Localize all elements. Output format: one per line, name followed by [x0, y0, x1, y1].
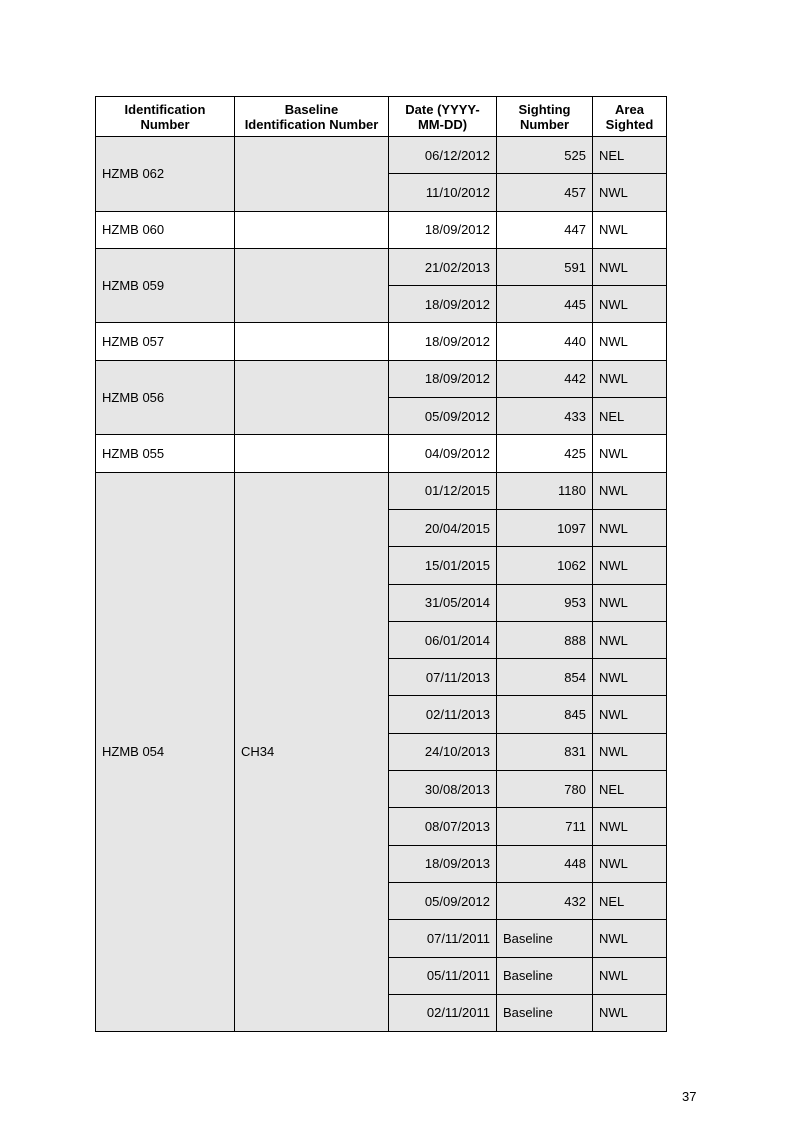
sighting-number-cell: 442: [497, 360, 593, 397]
date-cell: 07/11/2013: [389, 659, 497, 696]
identification-number-cell: HZMB 056: [96, 360, 235, 435]
area-sighted-cell: NWL: [593, 696, 667, 733]
date-cell: 07/11/2011: [389, 920, 497, 957]
date-cell: 06/12/2012: [389, 137, 497, 174]
date-cell: 18/09/2012: [389, 360, 497, 397]
table-row: [96, 248, 667, 285]
area-sighted-cell: NWL: [593, 547, 667, 584]
area-sighted-cell: NWL: [593, 174, 667, 211]
date-cell: 18/09/2012: [389, 286, 497, 323]
sighting-number-cell: 845: [497, 696, 593, 733]
baseline-id-cell: [235, 211, 389, 248]
baseline-id-cell: [235, 248, 389, 323]
sighting-number-cell: 440: [497, 323, 593, 360]
area-sighted-cell: NWL: [593, 659, 667, 696]
baseline-id-cell: CH34: [235, 472, 389, 1031]
area-sighted-cell: NWL: [593, 435, 667, 472]
area-sighted-cell: NEL: [593, 882, 667, 919]
area-sighted-cell: NEL: [593, 137, 667, 174]
area-sighted-cell: NWL: [593, 733, 667, 770]
date-cell: 06/01/2014: [389, 621, 497, 658]
sighting-number-cell: 433: [497, 398, 593, 435]
date-cell: 21/02/2013: [389, 248, 497, 285]
sighting-number-cell: 1180: [497, 472, 593, 509]
sighting-number-cell: 1062: [497, 547, 593, 584]
header-identification-number: Identification Number: [96, 97, 235, 137]
table-row: [96, 211, 667, 248]
table-row: [96, 360, 667, 397]
identification-number-cell: HZMB 054: [96, 472, 235, 1031]
date-cell: 11/10/2012: [389, 174, 497, 211]
area-sighted-cell: NWL: [593, 994, 667, 1031]
date-cell: 05/09/2012: [389, 882, 497, 919]
date-cell: 18/09/2012: [389, 211, 497, 248]
sighting-number-cell: 953: [497, 584, 593, 621]
area-sighted-cell: NWL: [593, 584, 667, 621]
area-sighted-cell: NWL: [593, 472, 667, 509]
area-sighted-cell: NWL: [593, 621, 667, 658]
sighting-number-cell: 445: [497, 286, 593, 323]
sighting-number-cell: 447: [497, 211, 593, 248]
area-sighted-cell: NWL: [593, 920, 667, 957]
sightings-table: [95, 96, 667, 1032]
identification-number-cell: HZMB 062: [96, 137, 235, 212]
area-sighted-cell: NWL: [593, 957, 667, 994]
sighting-number-cell: 457: [497, 174, 593, 211]
header-sighting-number: Sighting Number: [497, 97, 593, 137]
area-sighted-cell: NWL: [593, 323, 667, 360]
area-sighted-cell: NWL: [593, 509, 667, 546]
sighting-number-cell: 425: [497, 435, 593, 472]
table-row: [96, 323, 667, 360]
baseline-id-cell: [235, 323, 389, 360]
sighting-number-cell: 780: [497, 771, 593, 808]
date-cell: 30/08/2013: [389, 771, 497, 808]
page-number: 37: [682, 1089, 697, 1104]
date-cell: 15/01/2015: [389, 547, 497, 584]
identification-number-cell: HZMB 059: [96, 248, 235, 323]
header-date: Date (YYYY- MM-DD): [389, 97, 497, 137]
sighting-number-cell: Baseline: [497, 920, 593, 957]
baseline-id-cell: [235, 435, 389, 472]
area-sighted-cell: NWL: [593, 808, 667, 845]
area-sighted-cell: NWL: [593, 845, 667, 882]
baseline-id-cell: [235, 137, 389, 212]
area-sighted-cell: NEL: [593, 398, 667, 435]
area-sighted-cell: NWL: [593, 248, 667, 285]
sighting-number-cell: 1097: [497, 509, 593, 546]
date-cell: 18/09/2013: [389, 845, 497, 882]
sighting-number-cell: 831: [497, 733, 593, 770]
baseline-id-cell: [235, 360, 389, 435]
sighting-number-cell: 854: [497, 659, 593, 696]
area-sighted-cell: NWL: [593, 211, 667, 248]
identification-number-cell: HZMB 057: [96, 323, 235, 360]
identification-number-cell: HZMB 060: [96, 211, 235, 248]
header-baseline-id: Baseline Identification Number: [235, 97, 389, 137]
sighting-number-cell: 888: [497, 621, 593, 658]
sighting-number-cell: Baseline: [497, 957, 593, 994]
date-cell: 02/11/2013: [389, 696, 497, 733]
sighting-number-cell: Baseline: [497, 994, 593, 1031]
table-row: [96, 435, 667, 472]
date-cell: 20/04/2015: [389, 509, 497, 546]
table-row: [96, 137, 667, 174]
header-area-sighted: Area Sighted: [593, 97, 667, 137]
date-cell: 05/09/2012: [389, 398, 497, 435]
date-cell: 05/11/2011: [389, 957, 497, 994]
date-cell: 24/10/2013: [389, 733, 497, 770]
area-sighted-cell: NWL: [593, 286, 667, 323]
sighting-number-cell: 448: [497, 845, 593, 882]
header-row: [96, 97, 667, 137]
date-cell: 08/07/2013: [389, 808, 497, 845]
sighting-number-cell: 525: [497, 137, 593, 174]
sighting-number-cell: 711: [497, 808, 593, 845]
sighting-number-cell: 432: [497, 882, 593, 919]
date-cell: 31/05/2014: [389, 584, 497, 621]
area-sighted-cell: NWL: [593, 360, 667, 397]
table-row: [96, 472, 667, 509]
date-cell: 04/09/2012: [389, 435, 497, 472]
sighting-number-cell: 591: [497, 248, 593, 285]
date-cell: 01/12/2015: [389, 472, 497, 509]
date-cell: 02/11/2011: [389, 994, 497, 1031]
date-cell: 18/09/2012: [389, 323, 497, 360]
identification-number-cell: HZMB 055: [96, 435, 235, 472]
area-sighted-cell: NEL: [593, 771, 667, 808]
